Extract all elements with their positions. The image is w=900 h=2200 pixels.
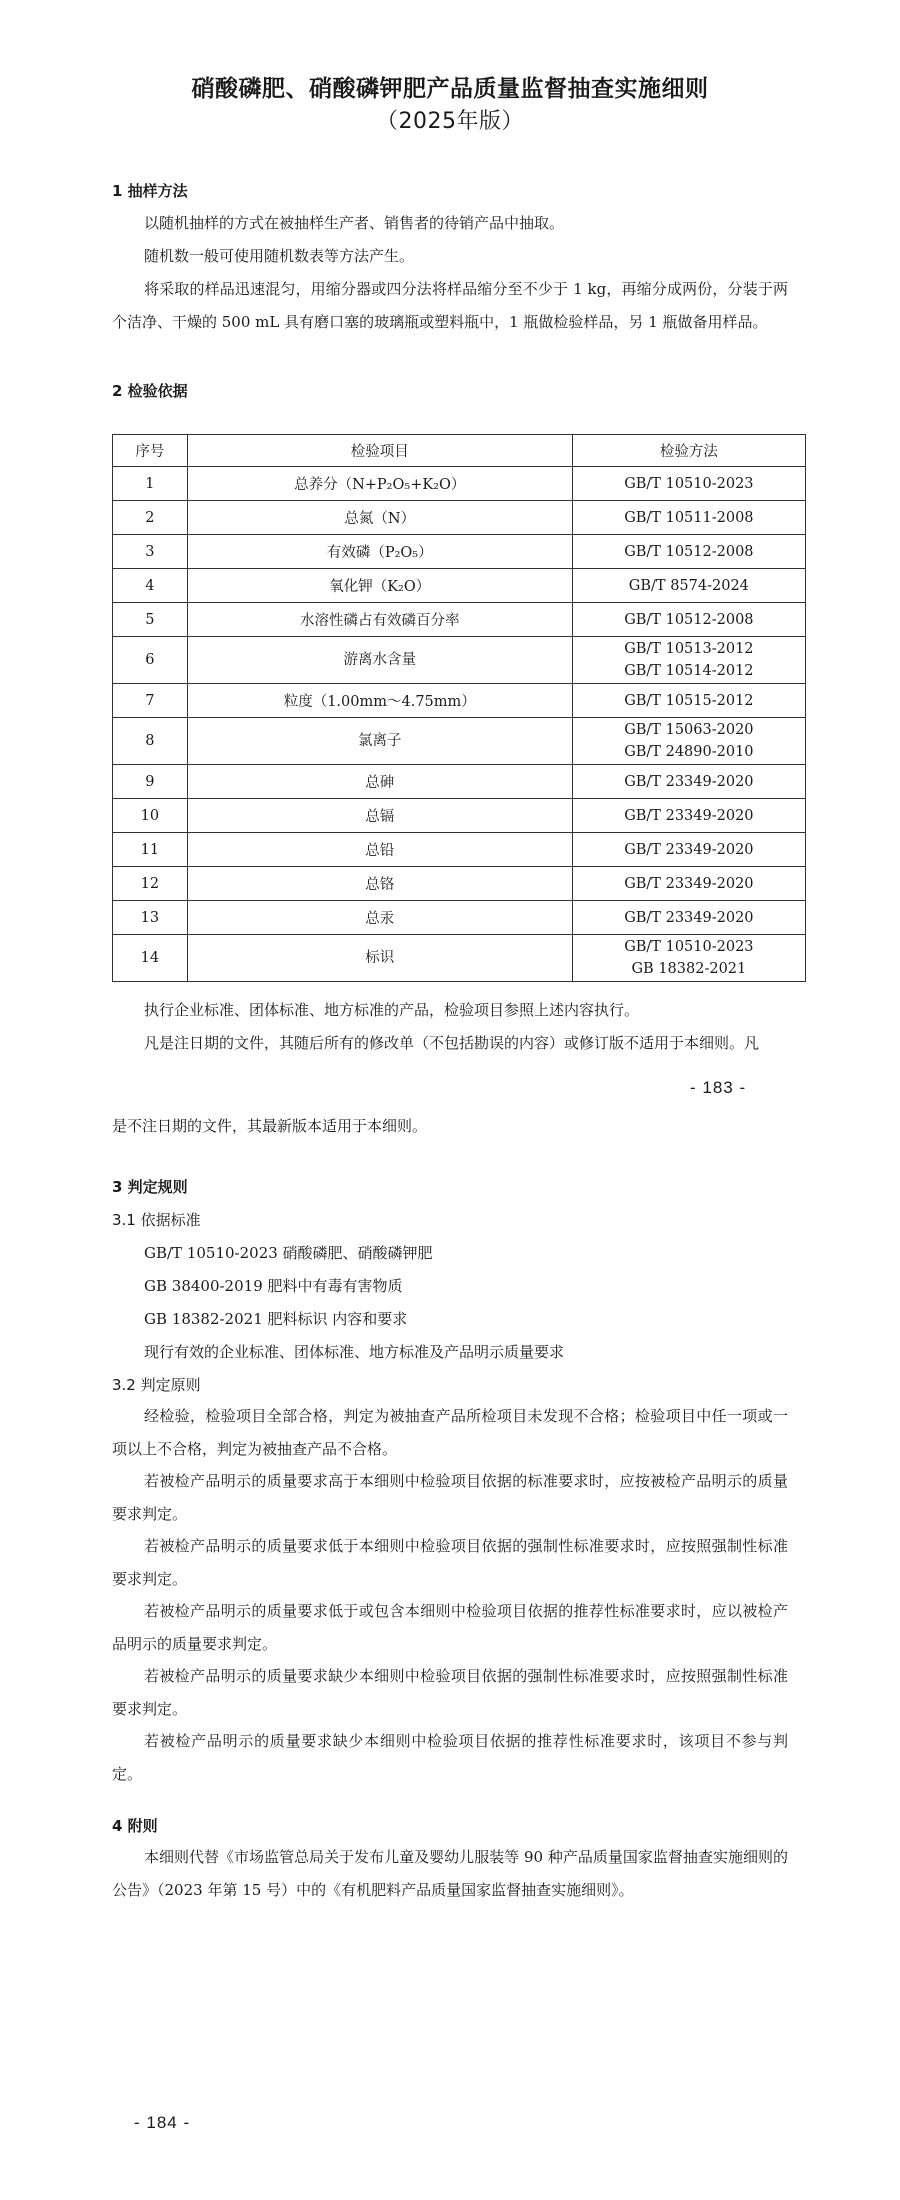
standard-item: 现行有效的企业标准、团体标准、地方标准及产品明示质量要求: [144, 1343, 565, 1361]
section-2-heading: 2 检验依据: [112, 382, 188, 400]
table-row: [113, 718, 806, 765]
table-body: [113, 467, 806, 982]
cell-item: 游离水含量: [187, 637, 572, 684]
method-line: GB/T 23349-2020: [624, 875, 754, 892]
table-header-no: 序号: [113, 435, 188, 467]
section-4-para-1: 本细则代替《市场监管总局关于发布儿童及婴幼儿服装等 90 种产品质量国家监督抽查实施细则的公告》（2023 年第 15 号）中的《有机肥料产品质量国家监督抽查实施细则》。: [112, 1848, 788, 1899]
method-line: GB/T 8574-2024: [628, 577, 749, 594]
page-number-184: - 184 -: [134, 2113, 191, 2132]
section-1-heading: 1 抽样方法: [112, 182, 188, 200]
cell-method: [572, 833, 805, 867]
section-2-para-2b: 是不注日期的文件，其最新版本适用于本细则。: [112, 1117, 428, 1135]
cell-item: 总铅: [187, 833, 572, 867]
method-line: GB/T 10512-2008: [624, 611, 754, 628]
cell-no: 5: [113, 603, 188, 637]
cell-item: 水溶性磷占有效磷百分率: [187, 603, 572, 637]
cell-no: 8: [113, 718, 188, 765]
rule-para: 经检验，检验项目全部合格，判定为被抽查产品所检项目未发现不合格；检验项目中任一项或一项以上不合格，判定为被抽查产品不合格。: [112, 1407, 788, 1458]
table-row: [113, 867, 806, 901]
cell-item: 总镉: [187, 799, 572, 833]
cell-method: [572, 718, 805, 765]
rule-para: 若被检产品明示的质量要求高于本细则中检验项目依据的标准要求时，应按被检产品明示的质量要求判定。: [112, 1472, 788, 1523]
cell-no: 13: [113, 901, 188, 935]
method-line: GB/T 10513-2012: [624, 641, 754, 657]
rule-para: 若被检产品明示的质量要求低于本细则中检验项目依据的强制性标准要求时，应按照强制性标准要求判定。: [112, 1537, 788, 1588]
section-3-2-heading: 3.2 判定原则: [112, 1376, 201, 1394]
cell-item: 标识: [187, 935, 572, 982]
cell-no: 4: [113, 569, 188, 603]
method-line: GB/T 10514-2012: [624, 663, 754, 679]
cell-no: 3: [113, 535, 188, 569]
table-row: [113, 799, 806, 833]
cell-no: 11: [113, 833, 188, 867]
table-row: [113, 935, 806, 982]
cell-no: 6: [113, 637, 188, 684]
cell-no: 9: [113, 765, 188, 799]
page-title: 硝酸磷肥、硝酸磷钾肥产品质量监督抽查实施细则: [191, 76, 709, 102]
table-row: [113, 467, 806, 501]
cell-item: 氧化钾（K₂O）: [187, 569, 572, 603]
section-1-para-1: 以随机抽样的方式在被抽样生产者、销售者的待销产品中抽取。: [144, 214, 565, 232]
cell-item: 总养分（N+P₂O₅+K₂O）: [187, 467, 572, 501]
section-1-para-2: 随机数一般可使用随机数表等方法产生。: [144, 247, 415, 265]
cell-no: 1: [113, 467, 188, 501]
method-line: GB/T 23349-2020: [624, 807, 754, 824]
cell-method: [572, 684, 805, 718]
section-4-heading: 4 附则: [112, 1817, 158, 1835]
rule-para: 若被检产品明示的质量要求缺少本细则中检验项目依据的推荐性标准要求时，该项目不参与判定。: [112, 1732, 788, 1783]
cell-method: [572, 799, 805, 833]
table-row: [113, 684, 806, 718]
method-line: GB/T 23349-2020: [624, 841, 754, 858]
cell-item: 氯离子: [187, 718, 572, 765]
cell-method: [572, 765, 805, 799]
method-line: GB/T 23349-2020: [624, 773, 754, 790]
method-line: GB/T 15063-2020: [624, 722, 754, 738]
cell-item: 总铬: [187, 867, 572, 901]
table-header-row: [113, 435, 806, 467]
cell-item: 总砷: [187, 765, 572, 799]
table-header-item: 检验项目: [187, 435, 572, 467]
cell-method: [572, 901, 805, 935]
page-number-183: - 183 -: [690, 1078, 747, 1097]
inspection-table: [112, 434, 806, 982]
section-3-heading: 3 判定规则: [112, 1178, 188, 1196]
table-row: [113, 603, 806, 637]
cell-item: 总汞: [187, 901, 572, 935]
method-line: GB/T 10510-2023: [624, 475, 754, 492]
cell-method: [572, 867, 805, 901]
method-line: GB 18382-2021: [631, 961, 747, 977]
section-3-1-heading: 3.1 依据标准: [112, 1211, 201, 1229]
cell-method: [572, 935, 805, 982]
method-line: GB/T 10511-2008: [624, 509, 754, 526]
method-line: GB/T 10512-2008: [624, 543, 754, 560]
cell-method: [572, 467, 805, 501]
standard-item: GB/T 10510-2023 硝酸磷肥、硝酸磷钾肥: [144, 1244, 433, 1262]
cell-method: [572, 535, 805, 569]
method-line: GB/T 24890-2010: [624, 744, 754, 760]
cell-item: 粒度（1.00mm～4.75mm）: [187, 684, 572, 718]
cell-no: 2: [113, 501, 188, 535]
cell-method: [572, 603, 805, 637]
standard-item: GB 38400-2019 肥料中有毒有害物质: [144, 1277, 403, 1295]
cell-no: 14: [113, 935, 188, 982]
cell-method: [572, 569, 805, 603]
table-row: [113, 637, 806, 684]
method-line: GB/T 23349-2020: [624, 909, 754, 926]
cell-no: 10: [113, 799, 188, 833]
method-line: GB/T 10515-2012: [624, 692, 754, 709]
cell-no: 7: [113, 684, 188, 718]
cell-item: 总氮（N）: [187, 501, 572, 535]
section-2-para-2a: 凡是注日期的文件，其随后所有的修改单（不包括勘误的内容）或修订版不适用于本细则。凡: [144, 1034, 760, 1052]
table-row: [113, 569, 806, 603]
table-header-method: 检验方法: [572, 435, 805, 467]
cell-item: 有效磷（P₂O₅）: [187, 535, 572, 569]
section-1-para-3: 将采取的样品迅速混匀，用缩分器或四分法将样品缩分至不少于 1 kg，再缩分成两份，分装于两个洁净、干燥的 500 mL 具有磨口塞的玻璃瓶或塑料瓶中，1 瓶做检验样品，另 1 瓶做备用样品。: [112, 280, 788, 331]
cell-method: [572, 501, 805, 535]
rule-para: 若被检产品明示的质量要求低于或包含本细则中检验项目依据的推荐性标准要求时，应以被检产品明示的质量要求判定。: [112, 1602, 788, 1653]
rule-para: 若被检产品明示的质量要求缺少本细则中检验项目依据的强制性标准要求时，应按照强制性标准要求判定。: [112, 1667, 788, 1718]
table-row: [113, 833, 806, 867]
cell-no: 12: [113, 867, 188, 901]
table-row: [113, 901, 806, 935]
page-subtitle: （2025年版）: [376, 109, 524, 134]
cell-method: [572, 637, 805, 684]
table-row: [113, 501, 806, 535]
table-row: [113, 535, 806, 569]
method-line: GB/T 10510-2023: [624, 939, 754, 955]
table-row: [113, 765, 806, 799]
standard-item: GB 18382-2021 肥料标识 内容和要求: [144, 1310, 408, 1328]
section-2-para-1: 执行企业标准、团体标准、地方标准的产品，检验项目参照上述内容执行。: [144, 1001, 640, 1019]
